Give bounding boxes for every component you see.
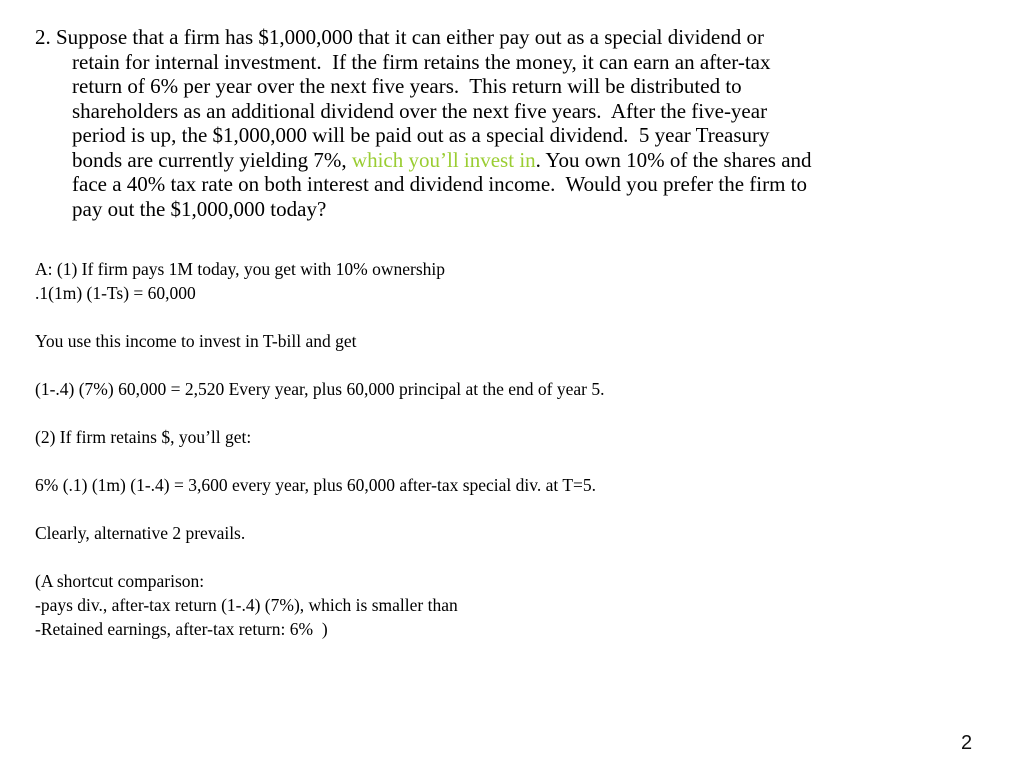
question-line: pay out the $1,000,000 today?: [72, 196, 327, 221]
answer-line: You use this income to invest in T-bill and get: [35, 331, 357, 351]
answer-block: [35, 257, 995, 641]
answer-line: -Retained earnings, after-tax return: 6% ): [35, 619, 328, 639]
page-number: 2: [961, 732, 973, 754]
answer-line: [35, 449, 995, 473]
answer-line: (A shortcut comparison:: [35, 571, 205, 591]
question-line: shareholders as an additional dividend over the next five years. After the five-year: [72, 98, 768, 123]
question-paragraph: [35, 25, 1010, 221]
answer-line: Clearly, alternative 2 prevails.: [35, 523, 246, 543]
question-line: return of 6% per year over the next five years. This return will be distributed to: [72, 74, 742, 98]
answer-line: .1(1m) (1-Ts) = 60,000: [35, 283, 196, 303]
answer-line: [35, 401, 995, 425]
answer-line: [35, 305, 995, 329]
question-text-after-highlight: . You own 10% of the shares and: [535, 147, 812, 172]
question-line: 2. Suppose that a firm has $1,000,000 that it can either pay out as a special dividend or: [35, 25, 764, 49]
highlighted-text: which you’ll invest in: [351, 147, 536, 172]
answer-line: [35, 353, 995, 377]
question-line: face a 40% tax rate on both interest and dividend income. Would you prefer the firm to: [72, 172, 808, 196]
answer-line: (1-.4) (7%) 60,000 = 2,520 Every year, plus 60,000 principal at the end of year 5.: [35, 379, 605, 399]
answer-line: 6% (.1) (1m) (1-.4) = 3,600 every year, plus 60,000 after-tax special div. at T=5.: [35, 475, 597, 495]
question-line: retain for internal investment. If the firm retains the money, it can earn an after-tax: [72, 49, 771, 74]
answer-line: [35, 545, 995, 569]
question-text-before-highlight: bonds are currently yielding 7%,: [72, 147, 352, 172]
answer-line: -pays div., after-tax return (1-.4) (7%), which is smaller than: [35, 595, 458, 615]
answer-line: [35, 497, 995, 521]
answer-line: (2) If firm retains $, you’ll get:: [35, 427, 252, 447]
question-line: period is up, the $1,000,000 will be paid out as a special dividend. 5 year Treasury: [72, 123, 770, 147]
question-line: [35, 148, 1010, 173]
answer-line: A: (1) If firm pays 1M today, you get with 10% ownership: [35, 259, 446, 279]
